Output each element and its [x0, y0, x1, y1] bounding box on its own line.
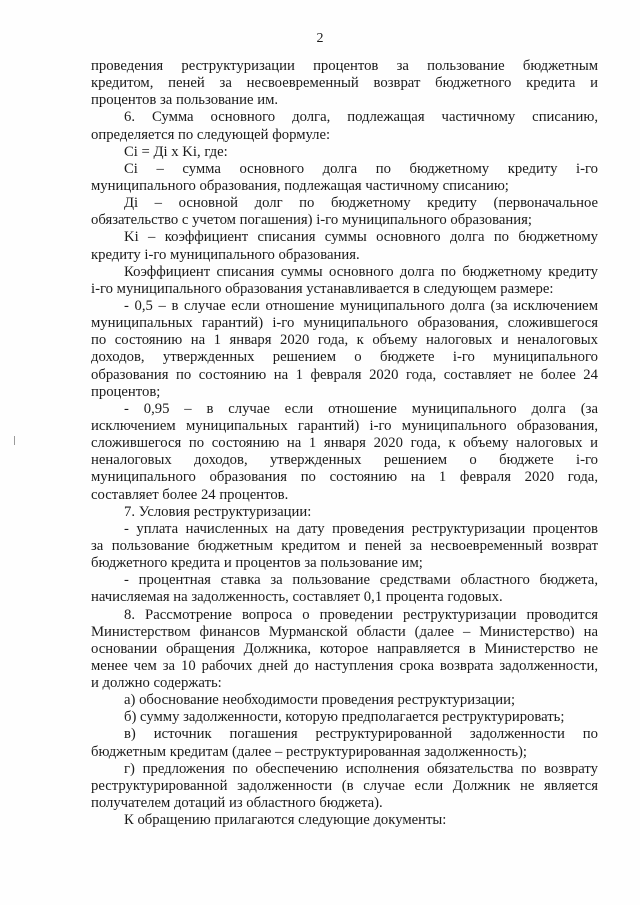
text-line: Коэффициент списания суммы основного долга по бюджетному кредиту: [124, 263, 598, 280]
text-line: К обращению прилагаются следующие документы:: [124, 812, 447, 829]
text-line: бюджетного кредита и процентов за пользование им;: [91, 555, 423, 572]
text-line: основании обращения Должника, которое направляется в Министерство не: [91, 640, 598, 657]
text-line: г) предложения по обеспечению исполнения обязательства по возврату: [124, 760, 598, 777]
text-line: Ci – сумма основного долга по бюджетному кредиту i-го: [124, 160, 598, 177]
text-line: 8. Рассмотрение вопроса о проведении реструктуризации проводится: [124, 606, 598, 623]
document-body: [91, 58, 598, 829]
text-line: доходов, утвержденных решением о бюджете i-го муниципального: [91, 349, 598, 366]
text-line: обязательство с учетом погашения) i-го муниципального образования;: [91, 212, 532, 229]
text-line: реструктурированной задолженности (в случае если Должник не является: [91, 777, 598, 794]
text-line: - уплата начисленных на дату проведения реструктуризации процентов: [124, 520, 598, 537]
text-line: 6. Сумма основного долга, подлежащая частичному списанию,: [124, 109, 598, 126]
text-line: муниципального образования, подлежащая частичному списанию;: [91, 177, 509, 194]
text-line: i-го муниципального образования устанавливается в следующем размере:: [91, 280, 554, 297]
text-line: составляет более 24 процентов.: [91, 486, 289, 503]
text-line: муниципального образования по состоянию на 1 февраля 2020 года,: [91, 469, 598, 486]
text-line: а) обоснование необходимости проведения реструктуризации;: [124, 692, 516, 709]
text-line: процентов за пользование им.: [91, 92, 279, 109]
text-line: б) сумму задолженности, которую предполагается реструктурировать;: [124, 709, 565, 726]
text-line: - процентная ставка за пользование средствами областного бюджета,: [124, 572, 598, 589]
text-line: менее чем за 10 рабочих дней до наступления срока возврата задолженности,: [91, 657, 598, 674]
text-line: сложившегося по состоянию на 1 января 2020 года, к объему налоговых и: [91, 435, 598, 452]
text-line: - 0,5 – в случае если отношение муниципального долга (за исключением: [124, 297, 598, 314]
text-line: муниципальных гарантий) i-го муниципального образования, сложившегося: [91, 315, 598, 332]
text-line: процентов;: [91, 383, 161, 400]
text-line: кредитом, пеней за несвоевременный возврат бюджетного кредита и: [91, 75, 598, 92]
text-line: Ki – коэффициент списания суммы основного долга по бюджетному: [124, 229, 598, 246]
text-line: кредиту i-го муниципального образования.: [91, 246, 360, 263]
text-line: образования по состоянию на 1 февраля 2020 года, составляет не более 24: [91, 366, 598, 383]
text-line: 7. Условия реструктуризации:: [124, 503, 312, 520]
text-line: исключением муниципальных гарантий) i-го муниципального образования,: [91, 417, 598, 434]
text-line: начисляемая на задолженность, составляет 0,1 процента годовых.: [91, 589, 503, 606]
text-line: Дi – основной долг по бюджетному кредиту (первоначальное: [124, 195, 598, 212]
text-line: неналоговых доходов, утвержденных решением о бюджете i-го: [91, 452, 598, 469]
text-line: бюджетным кредитам (далее – реструктурированная задолженность);: [91, 743, 527, 760]
text-line: Ci = Дi x Ki, где:: [124, 143, 228, 160]
text-line: за пользование бюджетным кредитом и пеней за несвоевременный возврат: [91, 537, 598, 554]
text-line: проведения реструктуризации процентов за пользование бюджетным: [91, 58, 598, 74]
scan-artifact: [14, 436, 15, 445]
text-line: и должно содержать:: [91, 675, 222, 692]
text-line: по состоянию на 1 января 2020 года, к объему налоговых и неналоговых: [91, 332, 598, 349]
text-line: определяется по следующей формуле:: [91, 126, 331, 143]
text-line: - 0,95 – в случае если отношение муниципального долга (за: [124, 400, 598, 417]
text-line: Министерством финансов Мурманской области (далее – Министерство) на: [91, 623, 598, 640]
page-number: 2: [316, 31, 324, 46]
text-line: в) источник погашения реструктурированной задолженности по: [124, 726, 598, 743]
text-line: получателем дотаций из областного бюджета).: [91, 795, 383, 812]
